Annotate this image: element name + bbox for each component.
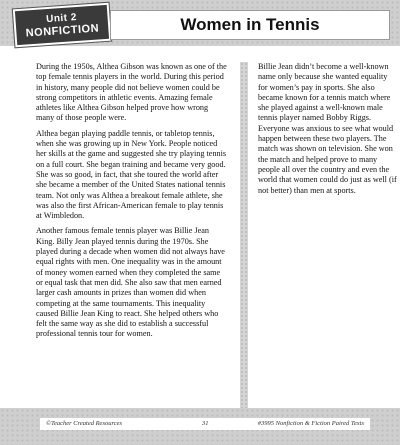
paragraph: Billie Jean didn’t become a well-known name only because she wanted equality for women’s pay in sports. She also became known for a tennis match where she played against a well-known male tennis player named Bobby Riggs. Everyone was anxious to see what would happen between these two players. The match was shown on television. She won the match and helped prove to many people all over the country and even the world that women could do just as well (if not better) than men at sports.	[258, 62, 397, 195]
column-divider	[240, 62, 248, 408]
unit-badge	[13, 3, 111, 48]
badge-unit-label: Unit 2	[45, 11, 78, 25]
footer-bar	[40, 418, 370, 430]
right-column	[258, 62, 398, 201]
paragraph: During the 1950s, Althea Gibson was known as one of the top female tennis players in the world. During this period in history, many people did not believe women could be strong competitors in athletic events. Amazing female athletes like Althea Gibson helped prove how wrong many of those people were.	[36, 62, 227, 123]
badge-kind-label: NONFICTION	[25, 21, 100, 40]
paragraph: Althea began playing paddle tennis, or tabletop tennis, when she was growing up in New York. People noticed her skills at the game and suggested she try playing tennis on a full court. She began training and became very good. She was so good, in fact, that she toured the world after she became a member of the United States national tennis team. Not only was Althea a breakout female athlete, she was also the first African-American female to play tennis at Wimbledon.	[36, 128, 227, 221]
page-title: Women in Tennis	[180, 15, 320, 34]
paragraph: Another famous female tennis player was Billie Jean King. Billy Jean played tennis during the 1970s. She played during a decade when women did not always have equal rights with men. One inequality was in the amount of money women earned when they completed the same or equal task that men did. She also saw that men earned larger cash amounts in prizes than women did when competing at the same tournaments. This inequality caused Billie Jean King to react. She helped others who felt the same way as she did to establish a successful professional tennis tour for women.	[36, 226, 225, 339]
page-number: 31	[202, 420, 209, 427]
product-text: #3995 Nonfiction & Fiction Paired Texts	[257, 420, 364, 427]
title-box	[110, 10, 390, 40]
copyright-text: ©Teacher Created Resources	[46, 420, 123, 427]
left-column	[36, 62, 228, 345]
